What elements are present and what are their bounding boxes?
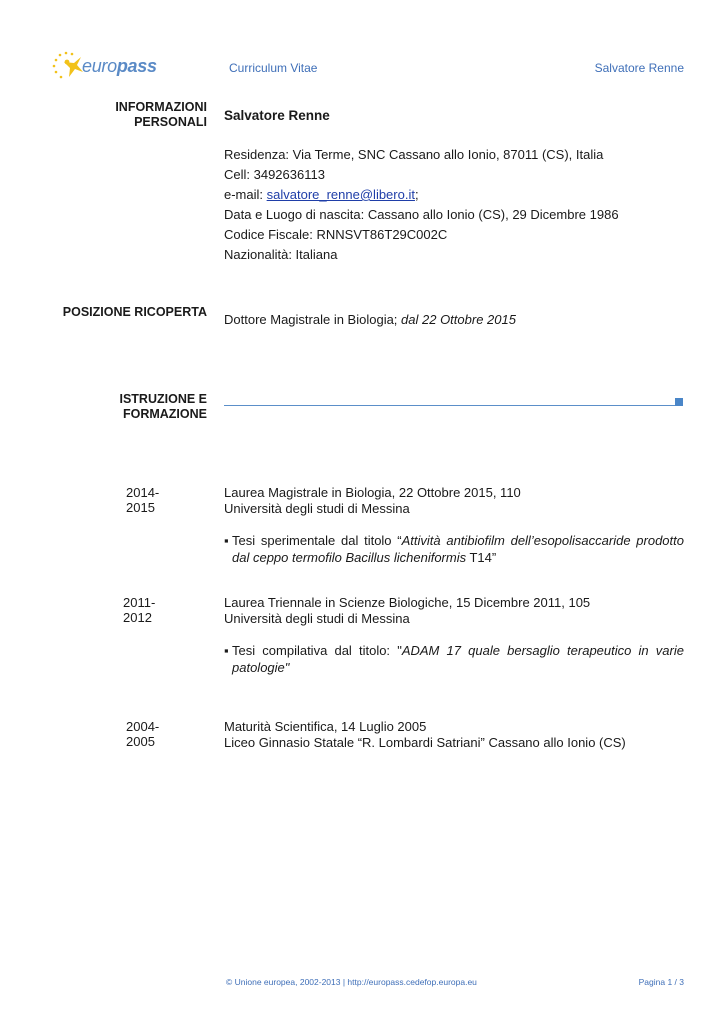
entry-title: Maturità Scientifica, 14 Luglio 2005 (224, 719, 427, 734)
email-prefix: e-mail: (224, 187, 267, 202)
bullet-prefix: Tesi sperimentale dal titolo “ (232, 533, 402, 548)
full-name: Salvatore Renne (224, 108, 330, 123)
section-divider-square-icon (675, 398, 683, 406)
bullet-italic: Attività antibiofilm dell’esopolisaccaride prodotto dal ceppo termofilo (232, 533, 684, 565)
section-label-line: INFORMAZIONI (115, 100, 207, 114)
section-label-line: FORMAZIONE (122, 407, 207, 421)
email-link[interactable]: salvatore_renne@libero.it (266, 187, 415, 202)
entry-bullet (224, 642, 684, 676)
bullet-italic-species: Bacillus licheniformis (345, 550, 467, 565)
section-label-education (7, 392, 207, 422)
email-row (224, 185, 619, 205)
entry-institution: Liceo Ginnasio Statale “R. Lombardi Satriani” Cassano allo Ionio (CS) (224, 735, 626, 750)
entry-institution: Università degli studi di Messina (224, 501, 410, 516)
entry-bullet (224, 532, 684, 566)
bullet-icon: ▪ (224, 533, 229, 548)
bullet-italic: ADAM 17 quale bersaglio terapeutico in varie patologie" (232, 643, 684, 675)
entry-title: Laurea Triennale in Scienze Biologiche, 15 Dicembre 2011, 105 (224, 595, 591, 610)
cell: Cell: 3492636113 (224, 167, 325, 182)
header-name: Salvatore Renne (594, 61, 684, 75)
entry-years: 2014-2015 (126, 485, 160, 515)
section-label-personal (7, 100, 207, 130)
entry-body (224, 719, 626, 751)
logo-text-euro: euro (82, 56, 117, 76)
section-label-position: POSIZIONE RICOPERTA (62, 305, 207, 319)
footer-page-number: Pagina 1 / 3 (638, 977, 684, 987)
entry-body (224, 485, 521, 517)
logo-text-pass: pass (116, 56, 157, 76)
bullet-icon: ▪ (224, 643, 229, 658)
position-date: dal 22 Ottobre 2015 (401, 312, 516, 327)
bullet-prefix: Tesi compilativa dal titolo: " (232, 643, 402, 658)
nationality: Nazionalità: Italiana (224, 247, 338, 262)
section-label-line: ISTRUZIONE E (119, 392, 207, 406)
position-title: Dottore Magistrale in Biologia; (224, 312, 402, 327)
email-suffix: ; (414, 187, 419, 202)
doc-type: Curriculum Vitae (229, 61, 318, 75)
entry-body (224, 595, 590, 627)
entry-years: 2004-2005 (126, 719, 160, 749)
entry-years: 2011-2012 (123, 595, 156, 625)
position-text (224, 312, 516, 327)
section-label-line: PERSONALI (134, 115, 207, 129)
section-divider (224, 405, 676, 406)
tax-code: Codice Fiscale: RNNSVT86T29C002C (224, 227, 448, 242)
personal-details (224, 145, 619, 265)
footer-copyright: © Unione europea, 2002-2013 | http://europass.cedefop.europa.eu (226, 977, 477, 987)
birth: Data e Luogo di nascita: Cassano allo Ionio (CS), 29 Dicembre 1986 (224, 207, 619, 222)
entry-institution: Università degli studi di Messina (224, 611, 410, 626)
bullet-suffix: T14” (466, 550, 497, 565)
europass-logo (50, 50, 155, 84)
entry-title: Laurea Magistrale in Biologia, 22 Ottobre 2015, 110 (224, 485, 521, 500)
residence: Residenza: Via Terme, SNC Cassano allo Ionio, 87011 (CS), Italia (224, 147, 604, 162)
